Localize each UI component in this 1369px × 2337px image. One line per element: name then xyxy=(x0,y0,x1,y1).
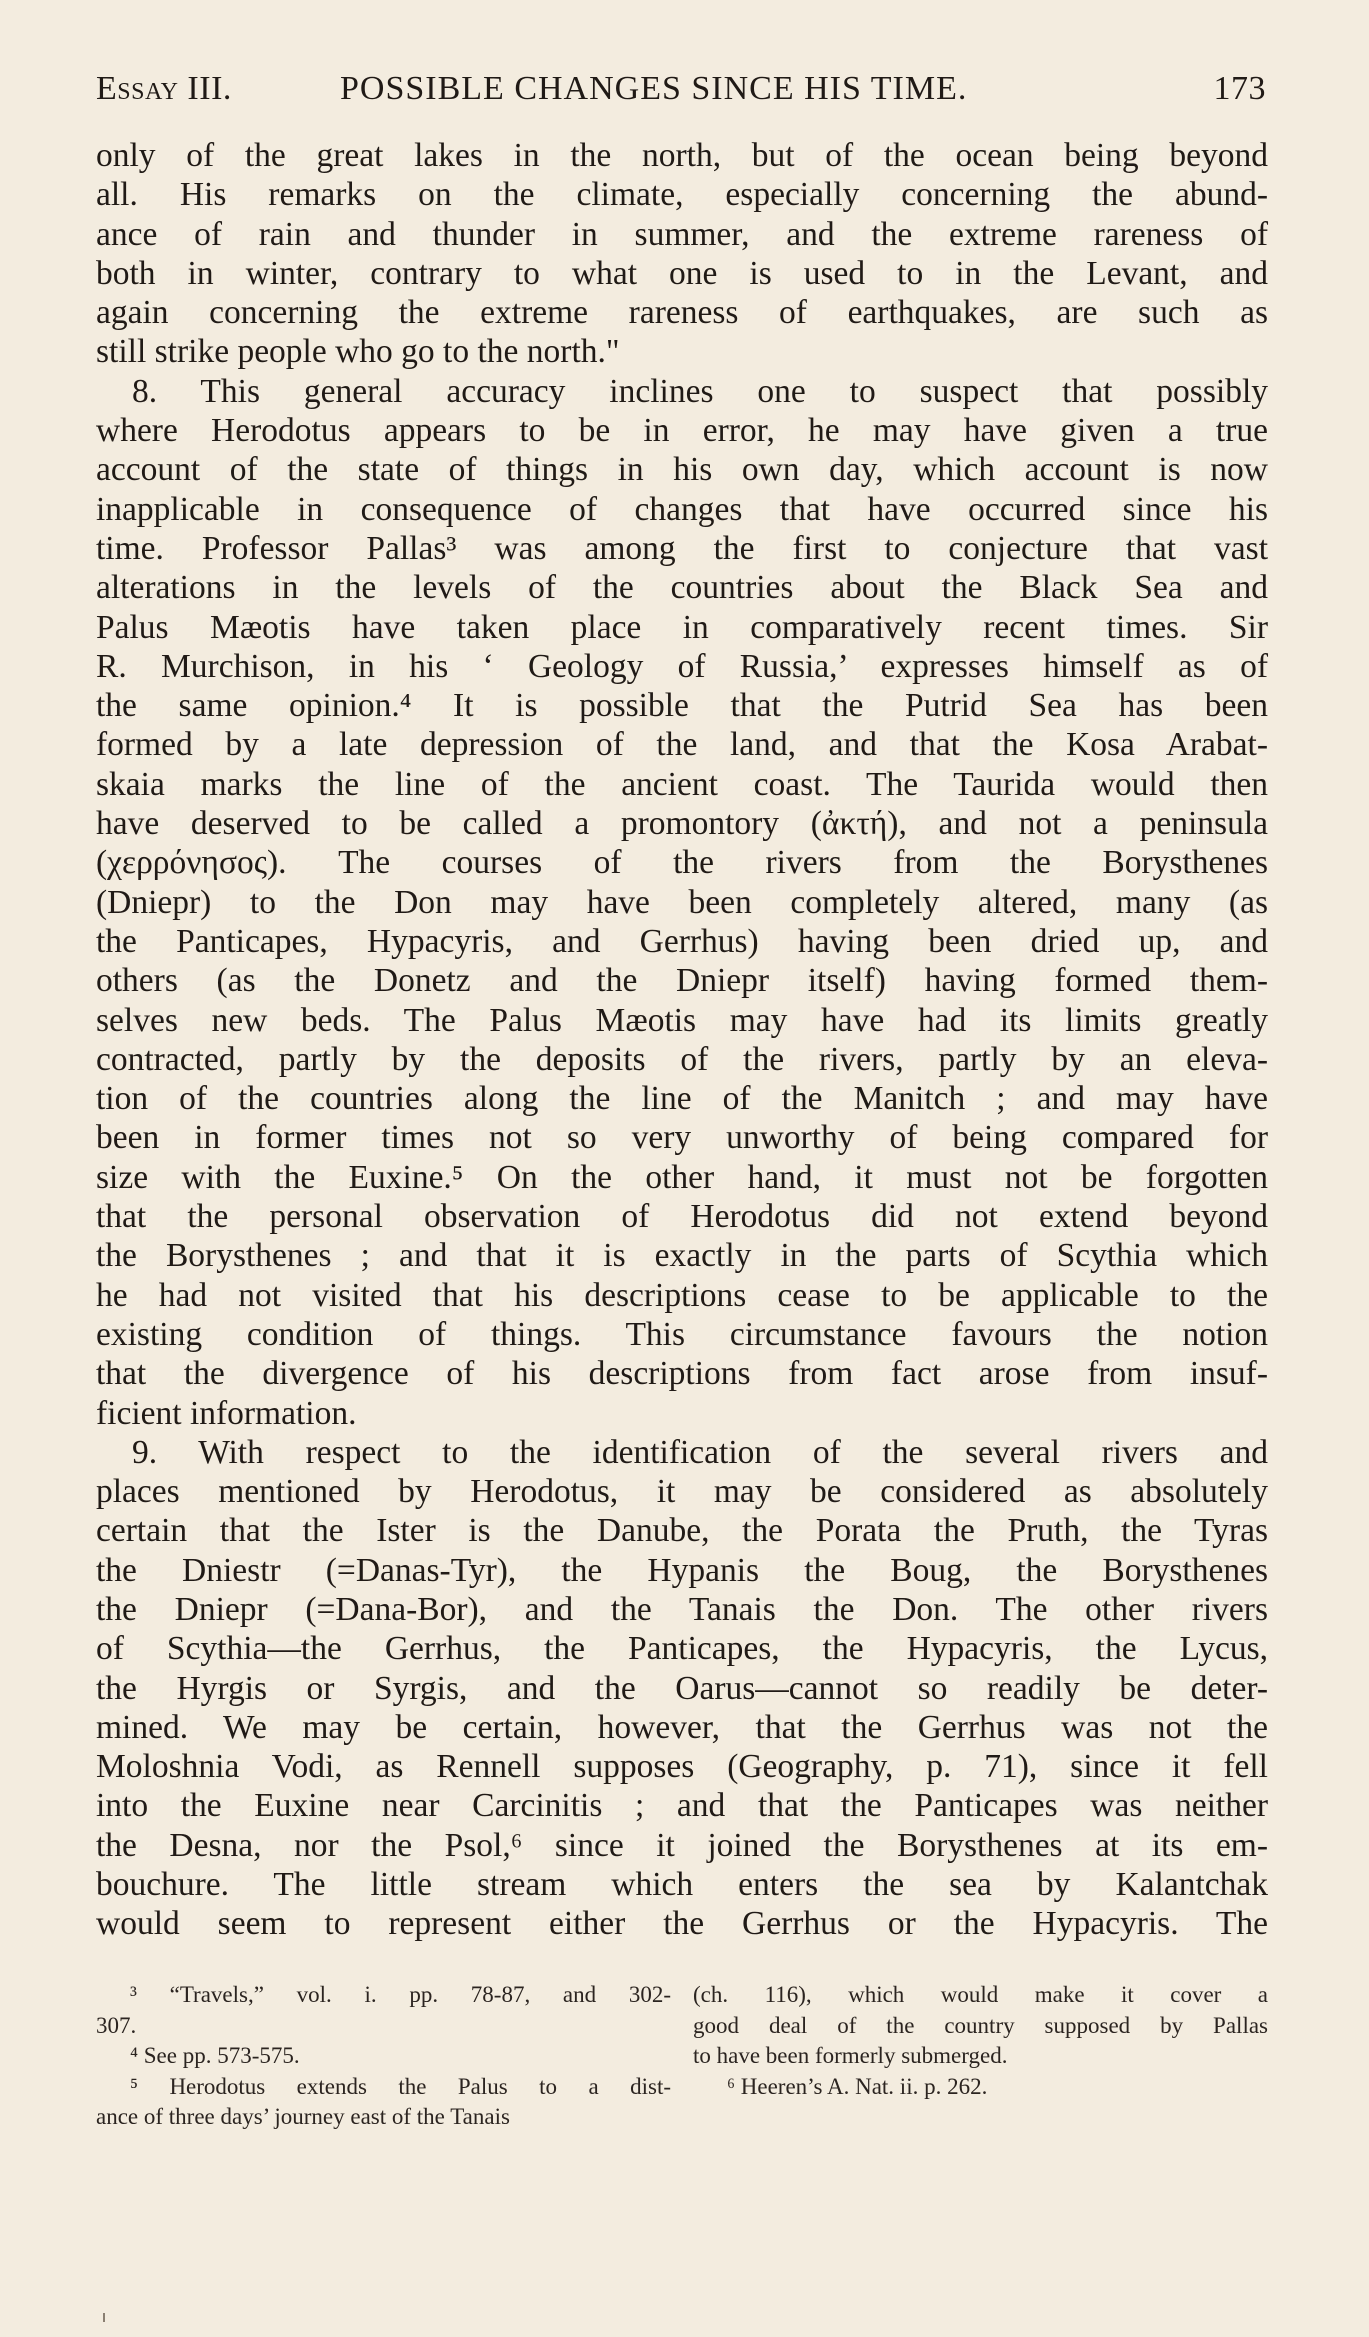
footnote-line: ⁵ Herodotus extends the Palus to a dist- xyxy=(130,2073,671,2099)
body-line: size with the Euxine.⁵ On the other hand, it must not be forgotten xyxy=(96,1158,1268,1196)
body-line: time. Professor Pallas³ was among the first to conjecture that vast xyxy=(96,529,1268,567)
body-line: the Desna, nor the Psol,⁶ since it joined the Borysthenes at its em- xyxy=(96,1826,1268,1864)
running-head xyxy=(96,70,1266,120)
body-line: contracted, partly by the deposits of the rivers, partly by an eleva- xyxy=(96,1040,1268,1078)
body-line: still strike people who go to the north." xyxy=(96,333,620,371)
body-line: 9. With respect to the identification of the several rivers and xyxy=(132,1433,1268,1471)
body-line: (χερρόνησος). The courses of the rivers from the Borysthenes xyxy=(96,844,1268,882)
body-line: R. Murchison, in his ‘ Geology of Russia,’ expresses himself as of xyxy=(96,647,1268,685)
body-line: into the Euxine near Carcinitis ; and that the Panticapes was neither xyxy=(96,1787,1268,1825)
body-line: only of the great lakes in the north, but of the ocean being beyond xyxy=(96,137,1268,174)
page-number: 173 xyxy=(1213,70,1266,107)
body-line: ance of rain and thunder in summer, and the extreme rareness of xyxy=(96,215,1268,253)
body-line: tion of the countries along the line of the Manitch ; and may have xyxy=(96,1080,1268,1118)
body-line: inapplicable in consequence of changes that have occurred since his xyxy=(96,490,1268,528)
paper-speck xyxy=(103,2313,105,2322)
body-line: ficient information. xyxy=(96,1394,357,1432)
body-line: bouchure. The little stream which enters the sea by Kalantchak xyxy=(96,1866,1268,1904)
body-line: certain that the Ister is the Danube, the Porata the Pruth, the Tyras xyxy=(96,1512,1268,1550)
footnote-line: ⁴ See pp. 573-575. xyxy=(130,2043,300,2069)
footnote-line: 307. xyxy=(96,2012,137,2038)
body-line: the Borysthenes ; and that it is exactly in the parts of Scythia which xyxy=(96,1237,1268,1275)
essay-label: Essay III. xyxy=(96,70,232,107)
body-line: (Dniepr) to the Don may have been completely altered, many (as xyxy=(96,883,1268,921)
footnote-line: (ch. 116), which would make it cover a xyxy=(693,1982,1268,2007)
body-line: others (as the Donetz and the Dniepr itself) having formed them- xyxy=(96,962,1268,1000)
body-line: formed by a late depression of the land, and that the Kosa Arabat- xyxy=(96,726,1268,764)
body-line: have deserved to be called a promontory (ἀκτή), and not a peninsula xyxy=(96,805,1268,843)
body-line: the same opinion.⁴ It is possible that the Putrid Sea has been xyxy=(96,687,1268,725)
body-line: that the personal observation of Herodotus did not extend beyond xyxy=(96,1198,1268,1236)
body-text xyxy=(96,136,1268,1944)
body-line: all. His remarks on the climate, especially concerning the abund- xyxy=(96,176,1268,214)
body-line: alterations in the levels of the countries about the Black Sea and xyxy=(96,569,1268,607)
footnote-line: ⁶ Heeren’s A. Nat. ii. p. 262. xyxy=(727,2073,988,2099)
body-line: been in former times not so very unworthy of being compared for xyxy=(96,1119,1268,1157)
body-line: the Hyrgis or Syrgis, and the Oarus—cannot so readily be deter- xyxy=(96,1669,1268,1707)
body-line: existing condition of things. This circumstance favours the notion xyxy=(96,1315,1268,1353)
footnote-line: ance of three days’ journey east of the Tanais xyxy=(96,2104,510,2130)
footnote-line: ³ “Travels,” vol. i. pp. 78-87, and 302- xyxy=(130,1982,671,2007)
body-line: 8. This general accuracy inclines one to suspect that possibly xyxy=(132,372,1268,410)
body-line: where Herodotus appears to be in error, he may have given a true xyxy=(96,412,1268,450)
body-line: Moloshnia Vodi, as Rennell supposes (Geography, p. 71), since it fell xyxy=(96,1748,1268,1786)
body-line: of Scythia—the Gerrhus, the Panticapes, the Hypacyris, the Lycus, xyxy=(96,1630,1268,1668)
body-line: Palus Mæotis have taken place in comparatively recent times. Sir xyxy=(96,608,1268,646)
body-line: places mentioned by Herodotus, it may be considered as absolutely xyxy=(96,1473,1268,1511)
body-line: he had not visited that his descriptions cease to be applicable to the xyxy=(96,1276,1268,1314)
body-line: the Dniepr (=Dana-Bor), and the Tanais the Don. The other rivers xyxy=(96,1590,1268,1628)
footnotes-right-column xyxy=(693,1980,1268,2102)
body-line: both in winter, contrary to what one is used to in the Levant, and xyxy=(96,254,1268,292)
body-line: skaia marks the line of the ancient coast. The Taurida would then xyxy=(96,765,1268,803)
body-line: would seem to represent either the Gerrhus or the Hypacyris. The xyxy=(96,1905,1268,1943)
body-line: account of the state of things in his own day, which account is now xyxy=(96,451,1268,489)
body-line: mined. We may be certain, however, that the Gerrhus was not the xyxy=(96,1708,1268,1746)
body-line: the Dniestr (=Danas-Tyr), the Hypanis the Boug, the Borysthenes xyxy=(96,1551,1268,1589)
footnotes-left-column xyxy=(96,1980,671,2133)
body-line: that the divergence of his descriptions from fact arose from insuf- xyxy=(96,1355,1268,1393)
body-line: the Panticapes, Hypacyris, and Gerrhus) having been dried up, and xyxy=(96,922,1268,960)
body-line: selves new beds. The Palus Mæotis may have had its limits greatly xyxy=(96,1001,1268,1039)
chapter-title: POSSIBLE CHANGES SINCE HIS TIME. xyxy=(340,70,968,107)
footnote-line: to have been formerly submerged. xyxy=(693,2043,1008,2069)
footnote-line: good deal of the country supposed by Pallas xyxy=(693,2012,1268,2038)
body-line: again concerning the extreme rareness of earthquakes, are such as xyxy=(96,294,1268,332)
